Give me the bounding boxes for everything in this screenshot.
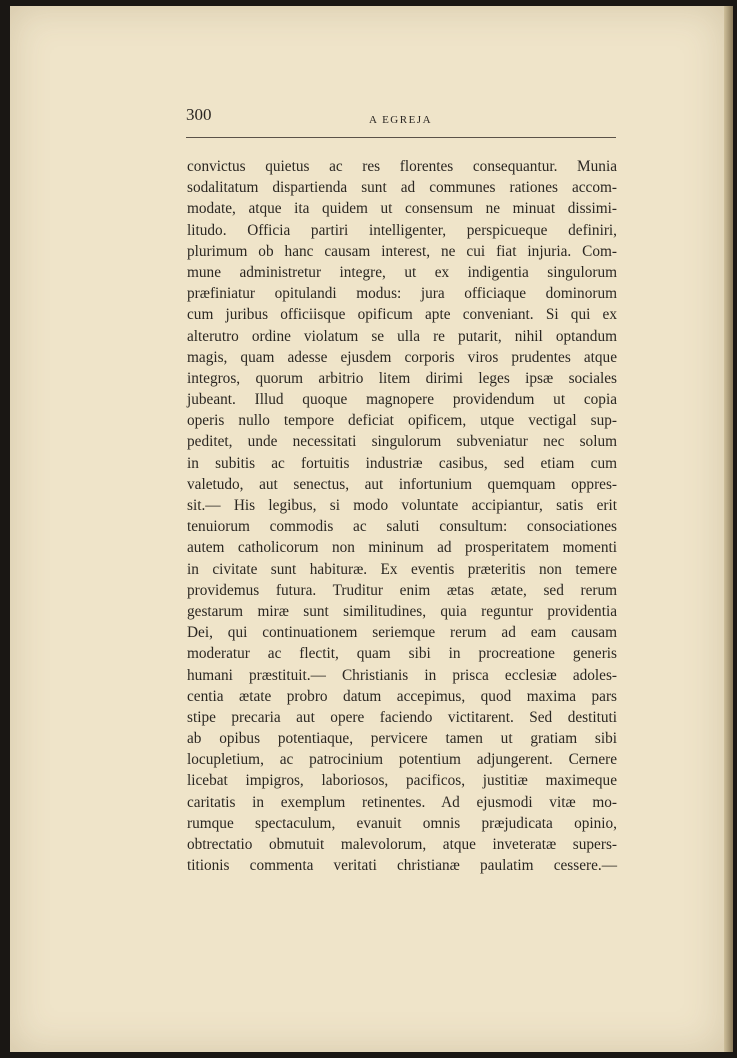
text-line: Dei, qui continuationem seriemque rerum ad eam causam	[187, 624, 617, 642]
text-line: locupletium, ac patrocinium potentium adjungerent. Cernere	[187, 751, 617, 769]
text-line: stipe precaria aut opere faciendo victitarent. Sed destituti	[187, 708, 617, 726]
text-line: plurimum ob hanc causam interest, ne cui fiat injuria. Com-	[187, 242, 617, 260]
text-line: alterutro ordine violatum se ulla re putarit, nihil optandum	[187, 327, 617, 345]
text-line: providemus futura. Truditur enim ætas ætate, sed rerum	[187, 581, 617, 599]
text-line: modate, atque ita quidem ut consensum ne minuat dissimi-	[187, 200, 617, 218]
page-number: 300	[186, 105, 212, 124]
text-line: rumque spectaculum, evanuit omnis præjudicata opinio,	[187, 814, 617, 832]
text-line: titionis commenta veritati christianæ paulatim cessere.—	[187, 857, 617, 875]
text-line: mune administretur integre, ut ex indigentia singulorum	[187, 263, 617, 281]
header-rule	[186, 137, 616, 138]
body-text	[187, 156, 617, 876]
text-line: peditet, unde necessitati singulorum subveniatur nec solum	[187, 433, 617, 451]
text-line: integros, quorum arbitrio litem dirimi leges ipsæ sociales	[187, 369, 617, 387]
text-line: obtrectatio obmutuit malevolorum, atque inveteratæ supers-	[187, 836, 617, 853]
text-line: jubeant. Illud quoque magnopere providendum ut copia	[187, 391, 617, 409]
text-line: valetudo, aut senectus, aut infortunium quemquam oppres-	[187, 475, 617, 493]
text-line: autem catholicorum non mininum ad prosperitatem momenti	[187, 539, 617, 557]
text-line: tenuiorum commodis ac saluti consultum: consociationes	[187, 518, 617, 536]
text-line: sodalitatum dispartienda sunt ad communes rationes accom-	[187, 179, 617, 197]
text-line: moderatur ac flectit, quam sibi in procreatione generis	[187, 645, 617, 663]
text-line: caritatis in exemplum retinentes. Ad ejusmodi vitæ mo-	[187, 793, 617, 811]
text-line: magis, quam adesse ejusdem corporis viros prudentes atque	[187, 348, 617, 366]
text-line: in subitis ac fortuitis industriæ casibus, sed etiam cum	[187, 454, 617, 472]
text-line: litudo. Officia partiri intelligenter, perspicueque definiri,	[187, 221, 617, 239]
page-header	[186, 105, 616, 127]
text-line: convictus quietus ac res florentes consequantur. Munia	[187, 158, 617, 175]
text-line: centia ætate probro datum accepimus, quod maxima pars	[187, 687, 617, 705]
text-line: humani præstituit.— Christianis in prisca ecclesiæ adoles-	[187, 666, 617, 684]
text-line: operis nullo tempore deficiat opificem, utque vectigal sup-	[187, 412, 617, 430]
text-line: cum juribus officiisque opificum apte conveniant. Si qui ex	[187, 306, 617, 324]
page-edge	[724, 6, 733, 1052]
running-head: A EGREJA	[369, 114, 433, 126]
text-line: sit.— His legibus, si modo voluntate accipiantur, satis erit	[187, 497, 617, 514]
text-line: ab opibus potentiaque, pervicere tamen ut gratiam sibi	[187, 730, 617, 748]
text-line: in civitate sunt habituræ. Ex eventis præteritis non temere	[187, 560, 617, 578]
text-line: licebat impigros, laboriosos, pacificos, justitiæ maximeque	[187, 772, 617, 790]
text-line: gestarum miræ sunt similitudines, quia reguntur providentia	[187, 602, 617, 620]
text-line: præfiniatur opitulandi modus: jura officiaque dominorum	[187, 285, 617, 303]
